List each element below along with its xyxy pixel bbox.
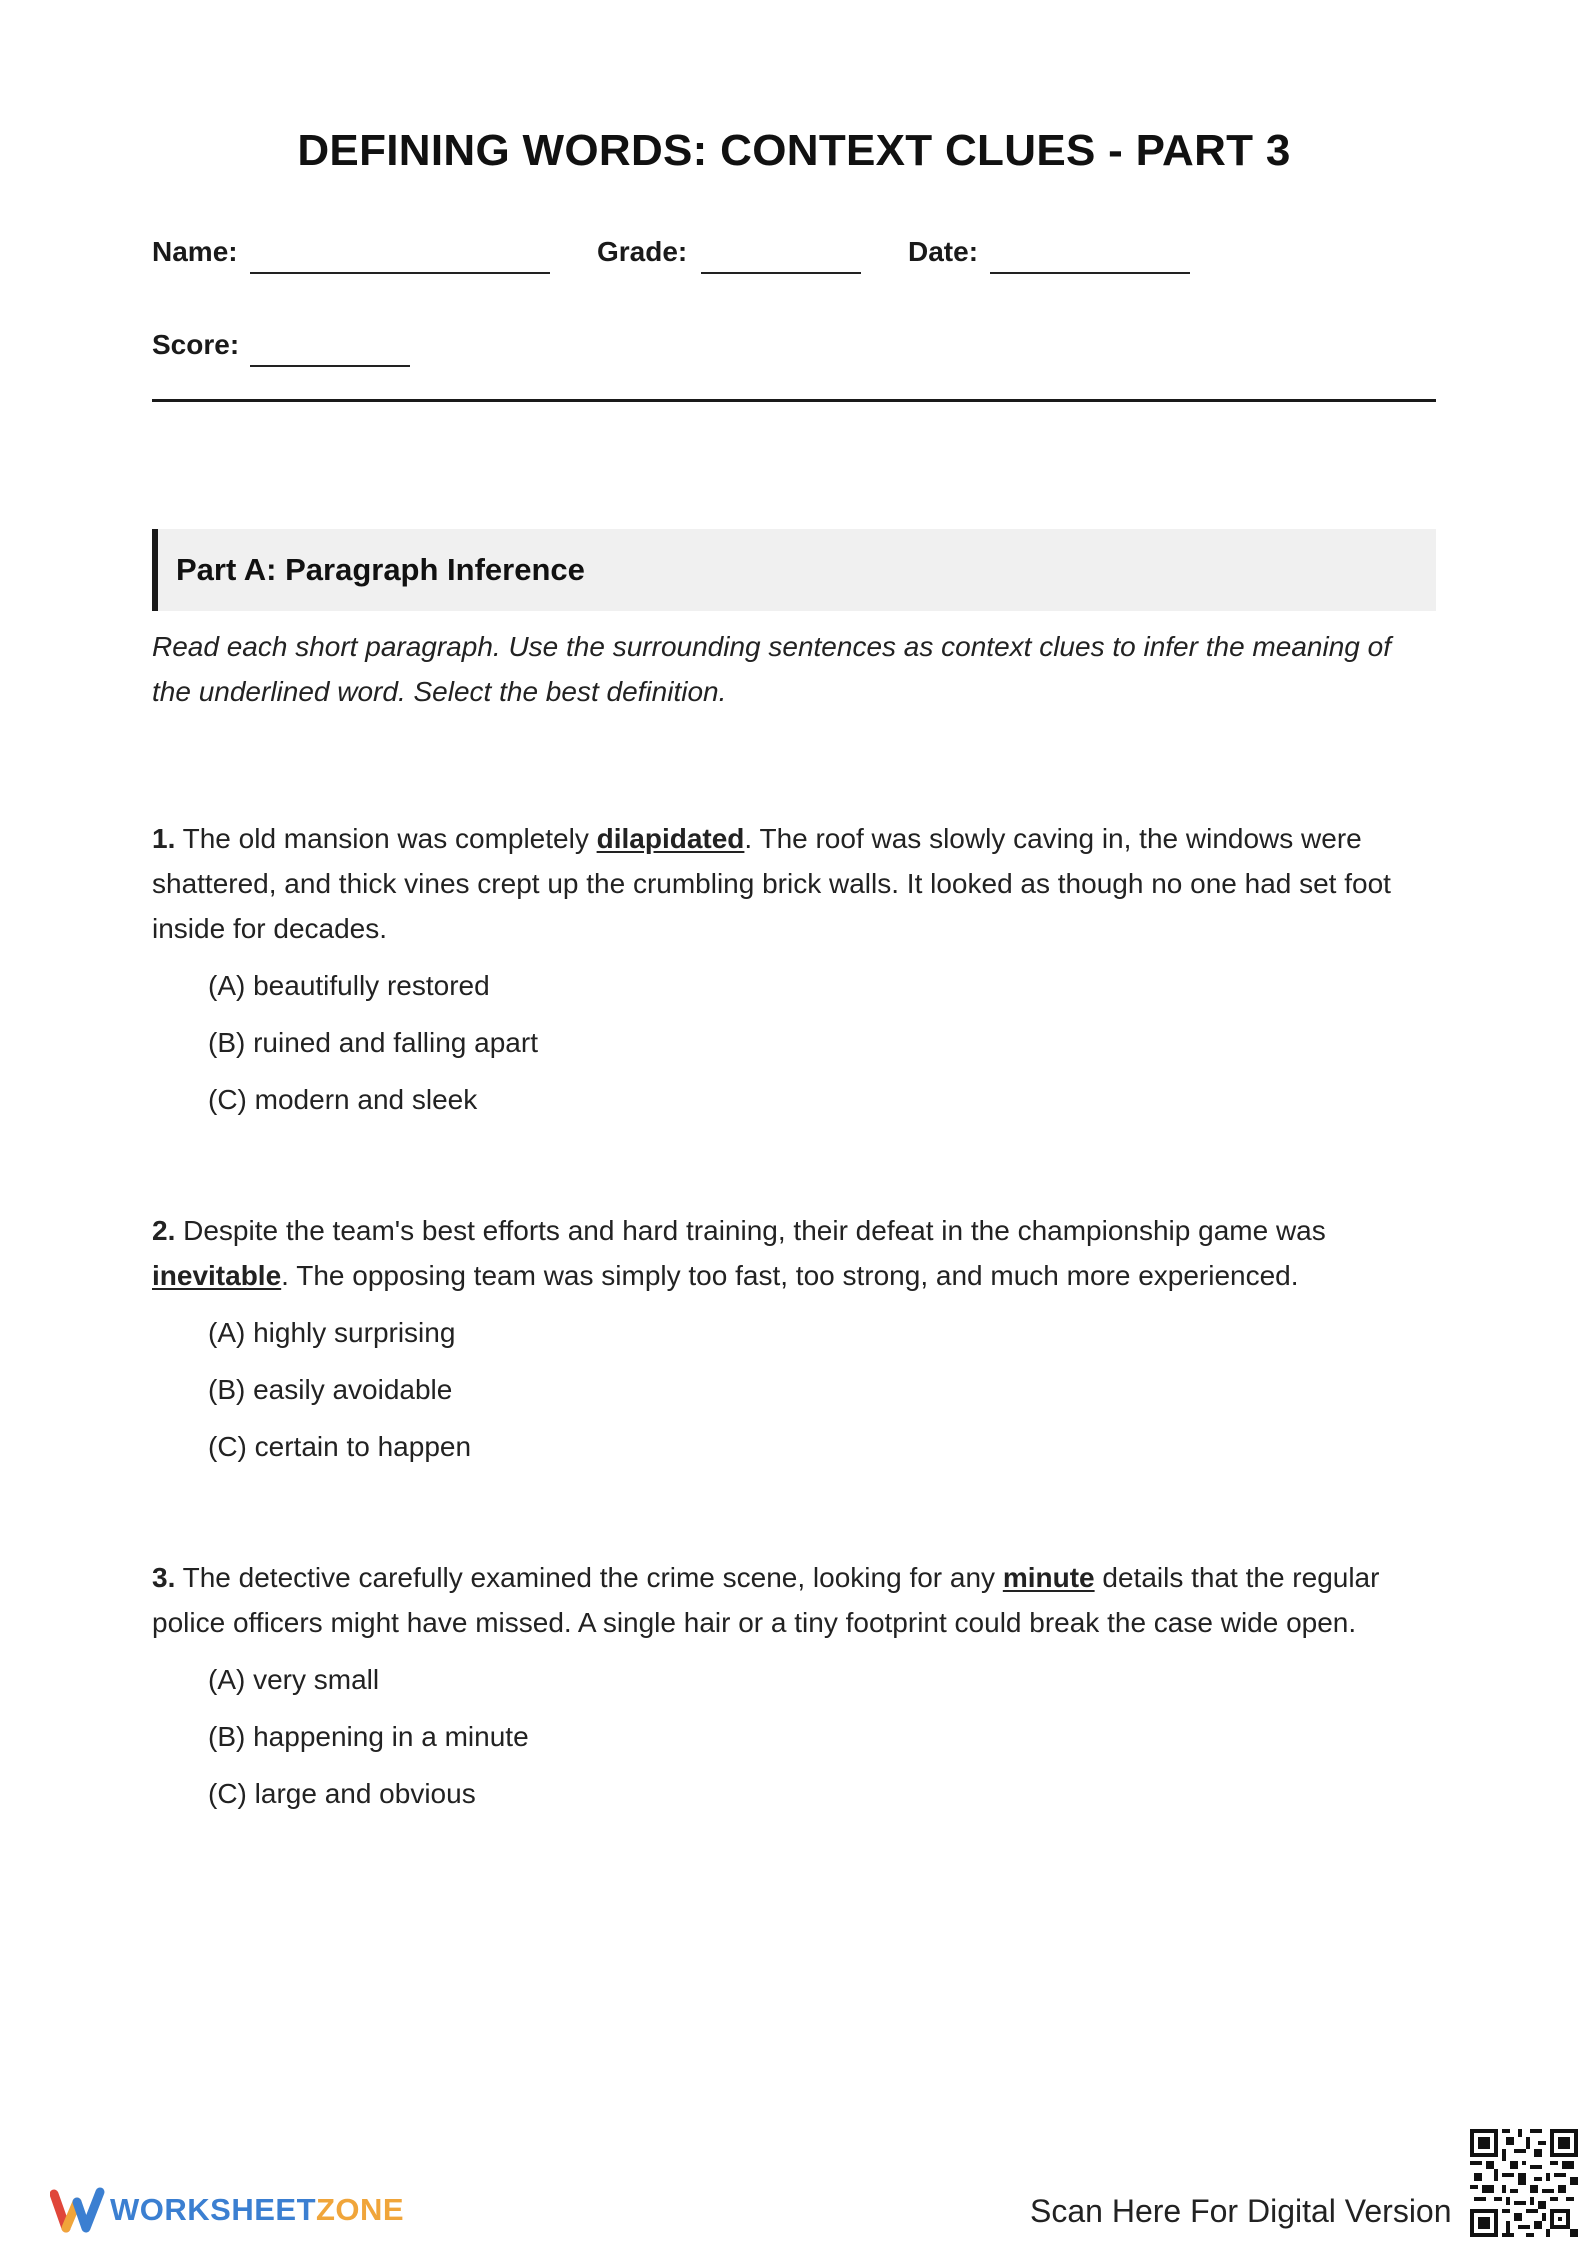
worksheetzone-logo-icon <box>50 2184 106 2236</box>
grade-blank-line[interactable] <box>701 272 861 274</box>
question-text <box>152 816 1436 951</box>
option-b[interactable]: (B) happening in a minute <box>208 1721 529 1752</box>
option-c[interactable]: (C) modern and sleek <box>208 1084 478 1115</box>
question-text-before: Despite the team's best efforts and hard training, their defeat in the championship game was <box>175 1215 1326 1246</box>
name-blank-line[interactable] <box>250 272 550 274</box>
option-c[interactable]: (C) certain to happen <box>208 1431 472 1462</box>
grade-label: Grade: <box>597 236 688 267</box>
score-label: Score: <box>152 329 240 360</box>
brand-name-part2: ZONE <box>316 2192 405 2227</box>
question-text <box>152 1555 1436 1645</box>
answer-options <box>152 1316 1436 1464</box>
question-text-after: . The opposing team was simply too fast, too strong, and much more experienced. <box>281 1260 1299 1291</box>
date-blank-line[interactable] <box>990 272 1190 274</box>
part-a-header <box>152 529 1436 611</box>
question-text-after: . The roof was slowly caving in, the windows were shattered, and thick vines crept up the crumbling brick walls. It looked as though no one had set foot inside for decades. <box>152 823 1391 944</box>
option-a[interactable]: (A) highly surprising <box>208 1317 456 1348</box>
name-label: Name: <box>152 236 238 267</box>
brand-name <box>110 2192 404 2228</box>
option-c[interactable]: (C) large and obvious <box>208 1778 476 1809</box>
worksheetzone-logo[interactable] <box>50 2184 450 2236</box>
target-word: inevitable <box>152 1260 282 1291</box>
date-label: Date: <box>908 236 979 267</box>
question-number: 3. <box>152 1562 176 1593</box>
target-word: minute <box>1002 1562 1095 1593</box>
part-a-heading: Part A: Paragraph Inference <box>176 552 585 587</box>
question-text-after: details that the regular police officers might have missed. A single hair or a tiny footprint could break the case wide open. <box>152 1562 1380 1638</box>
question-text-before: The detective carefully examined the crime scene, looking for any <box>175 1562 1003 1593</box>
score-blank-line[interactable] <box>250 365 410 367</box>
question-text-before: The old mansion was completely <box>175 823 597 854</box>
header-divider <box>152 399 1436 402</box>
question-1 <box>152 816 1436 1140</box>
question-text <box>152 1208 1436 1298</box>
score-field[interactable] <box>152 329 412 361</box>
option-b[interactable]: (B) easily avoidable <box>208 1374 453 1405</box>
option-a[interactable]: (A) beautifully restored <box>208 970 490 1001</box>
question-number: 2. <box>152 1215 176 1246</box>
question-3 <box>152 1555 1436 1834</box>
answer-options <box>152 1663 1436 1811</box>
scan-instruction: Scan Here For Digital Version <box>1030 2193 1452 2229</box>
worksheet-title: DEFINING WORDS: CONTEXT CLUES - PART 3 <box>297 126 1291 175</box>
date-field[interactable] <box>908 236 1198 268</box>
question-2 <box>152 1208 1436 1487</box>
option-a[interactable]: (A) very small <box>208 1664 380 1695</box>
option-b[interactable]: (B) ruined and falling apart <box>208 1027 538 1058</box>
brand-name-part1: WORKSHEET <box>110 2192 316 2227</box>
name-field[interactable] <box>152 236 552 268</box>
part-a-instructions: Read each short paragraph. Use the surrounding sentences as context clues to infer the meaning of the underlined word. Select the best definition. <box>152 631 1391 707</box>
grade-field[interactable] <box>597 236 862 268</box>
question-number: 1. <box>152 823 176 854</box>
target-word: dilapidated <box>596 823 745 854</box>
answer-options <box>152 969 1436 1117</box>
qr-code-icon[interactable] <box>1470 2129 1578 2237</box>
